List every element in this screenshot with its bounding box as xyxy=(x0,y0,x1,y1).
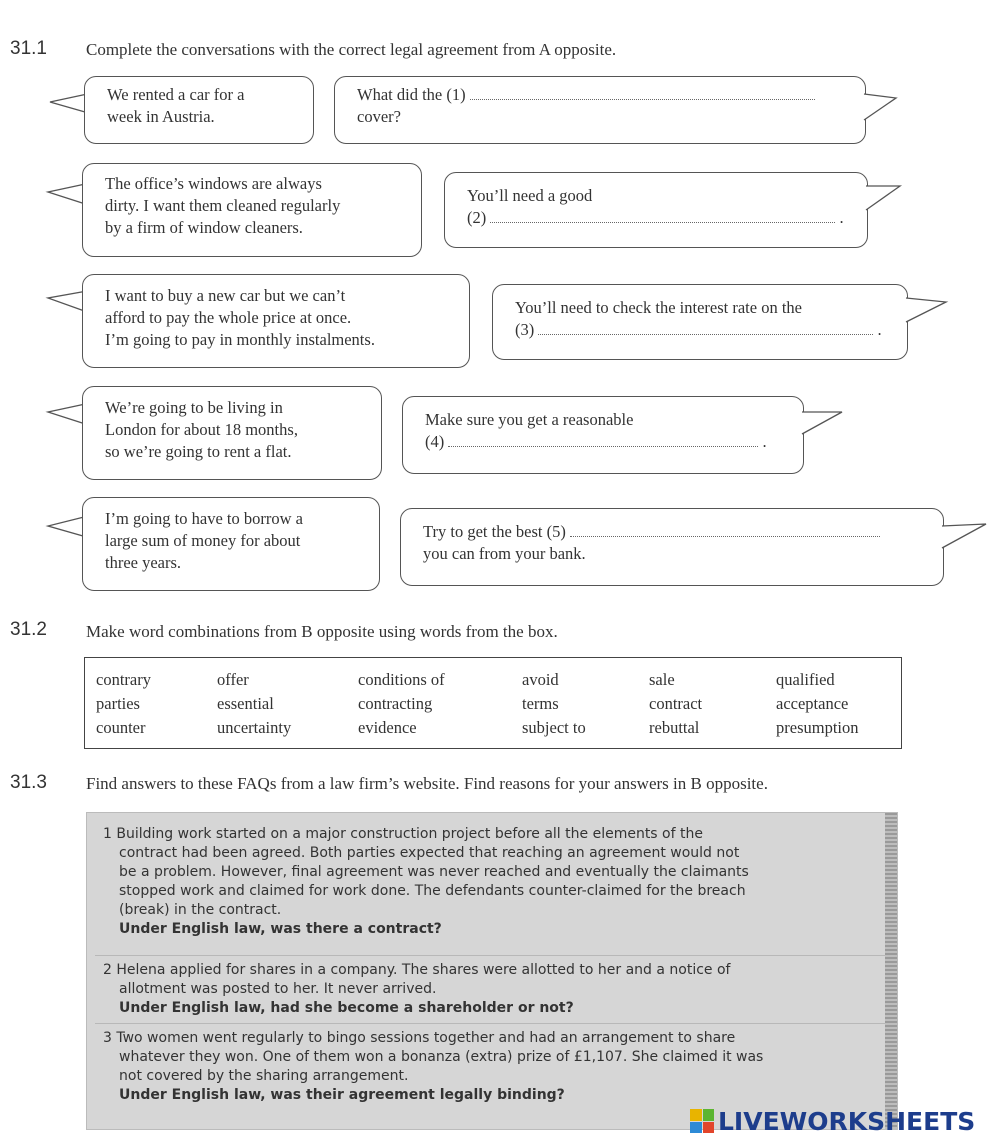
bubble-line: I want to buy a new car but we can’t xyxy=(105,286,346,305)
bubble-line: (4) xyxy=(425,432,445,451)
word-item: offer xyxy=(217,670,249,689)
word-item: presumption xyxy=(776,718,859,737)
word-item: qualified xyxy=(776,670,835,689)
word-item: essential xyxy=(217,694,274,713)
bubble-line: What did the (1) xyxy=(357,85,466,104)
speech-bubble-right xyxy=(334,76,866,144)
speech-bubble-left xyxy=(82,274,470,368)
speech-bubble-left xyxy=(82,497,380,591)
word-item: avoid xyxy=(522,670,559,689)
bubble-line: . xyxy=(762,432,767,451)
bubble-line: . xyxy=(877,320,882,339)
bubble-line: afford to pay the whole price at once. xyxy=(105,308,352,327)
faq-line: stopped work and claimed for work done. The defendants counter-claimed for the breach xyxy=(119,883,746,899)
answer-blank-5[interactable] xyxy=(570,522,880,537)
speech-tail xyxy=(940,518,992,558)
scrollbar[interactable] xyxy=(885,813,897,1129)
faq-item xyxy=(103,1029,868,1105)
word-box xyxy=(84,657,902,749)
speech-tail xyxy=(862,90,902,130)
bubble-line: I’m going to have to borrow a xyxy=(105,509,303,528)
faq-item xyxy=(103,961,868,1018)
word-item: parties xyxy=(96,694,140,713)
answer-blank-4[interactable] xyxy=(448,432,758,447)
faq-line: 3 Two women went regularly to bingo sessions together and had an arrangement to share xyxy=(103,1030,736,1046)
word-item: terms xyxy=(522,694,559,713)
exercise-number: 31.1 xyxy=(10,38,47,59)
exercise-instruction: Make word combinations from B opposite using words from the box. xyxy=(86,622,558,641)
faq-line: contract had been agreed. Both parties expected that reaching an agreement would not xyxy=(119,845,740,861)
divider xyxy=(95,1023,885,1024)
word-item: uncertainty xyxy=(217,718,292,737)
exercise-number: 31.2 xyxy=(10,619,47,640)
bubble-line: You’ll need to check the interest rate on the xyxy=(515,298,802,317)
bubble-line: you can from your bank. xyxy=(423,544,586,563)
bubble-line: The office’s windows are always xyxy=(105,174,322,193)
speech-bubble-left xyxy=(82,386,382,480)
bubble-line: We rented a car for a xyxy=(107,85,245,104)
word-item: subject to xyxy=(522,718,586,737)
logo-text: LIVEWORKSHEETS xyxy=(718,1106,976,1136)
word-item: evidence xyxy=(358,718,417,737)
bubble-line: . xyxy=(839,208,844,227)
bubble-line: by a firm of window cleaners. xyxy=(105,218,303,237)
logo-icon xyxy=(690,1109,714,1133)
bubble-line: Try to get the best (5) xyxy=(423,522,566,541)
word-item: rebuttal xyxy=(649,718,700,737)
speech-bubble-left xyxy=(84,76,314,144)
word-item: sale xyxy=(649,670,675,689)
faq-line: (break) in the contract. xyxy=(119,902,282,918)
bubble-line: I’m going to pay in monthly instalments. xyxy=(105,330,375,349)
speech-tail xyxy=(864,180,904,220)
faq-question: Under English law, was there a contract? xyxy=(119,921,442,937)
exercise-instruction: Complete the conversations with the correct legal agreement from A opposite. xyxy=(86,40,617,59)
faq-line: be a problem. However, final agreement was never reached and eventually the claimants xyxy=(119,864,749,880)
exercise-number: 31.3 xyxy=(10,772,47,793)
bubble-line: so we’re going to rent a flat. xyxy=(105,442,292,461)
speech-bubble-right xyxy=(444,172,868,248)
word-item: acceptance xyxy=(776,694,849,713)
word-item: contract xyxy=(649,694,703,713)
speech-bubble-right xyxy=(400,508,944,586)
faq-line: 1 Building work started on a major construction project before all the elements of the xyxy=(103,826,703,842)
faq-line: not covered by the sharing arrangement. xyxy=(119,1068,409,1084)
speech-bubble-right xyxy=(402,396,804,474)
faq-line: allotment was posted to her. It never arrived. xyxy=(119,981,437,997)
faq-question: Under English law, was their agreement legally binding? xyxy=(119,1087,565,1103)
speech-bubble-left xyxy=(82,163,422,257)
bubble-line: We’re going to be living in xyxy=(105,398,283,417)
faq-item xyxy=(103,825,868,939)
answer-blank-1[interactable] xyxy=(470,85,815,100)
speech-tail xyxy=(904,292,952,332)
word-item: counter xyxy=(96,718,146,737)
divider xyxy=(95,955,885,956)
faq-panel xyxy=(86,812,898,1130)
bubble-line: large sum of money for about xyxy=(105,531,301,550)
speech-bubble-right xyxy=(492,284,908,360)
bubble-line: Make sure you get a reasonable xyxy=(425,410,634,429)
bubble-line: three years. xyxy=(105,553,182,572)
word-item: conditions of xyxy=(358,670,445,689)
bubble-line: You’ll need a good xyxy=(467,186,593,205)
bubble-line: (2) xyxy=(467,208,487,227)
faq-line: 2 Helena applied for shares in a company. The shares were allotted to her and a notice of xyxy=(103,962,731,978)
answer-blank-2[interactable] xyxy=(490,208,835,223)
faq-question: Under English law, had she become a shareholder or not? xyxy=(119,1000,574,1016)
answer-blank-3[interactable] xyxy=(538,320,873,335)
bubble-line: (3) xyxy=(515,320,535,339)
word-item: contrary xyxy=(96,670,151,689)
faq-line: whatever they won. One of them won a bonanza (extra) prize of £1,107. She claimed it was xyxy=(119,1049,764,1065)
bubble-line: cover? xyxy=(357,107,401,126)
liveworksheets-logo xyxy=(690,1103,975,1139)
word-item: contracting xyxy=(358,694,433,713)
speech-tail xyxy=(800,404,848,444)
bubble-line: dirty. I want them cleaned regularly xyxy=(105,196,341,215)
bubble-line: week in Austria. xyxy=(107,107,215,126)
exercise-instruction: Find answers to these FAQs from a law firm’s website. Find reasons for your answers in B opposite. xyxy=(86,774,768,793)
bubble-line: London for about 18 months, xyxy=(105,420,298,439)
